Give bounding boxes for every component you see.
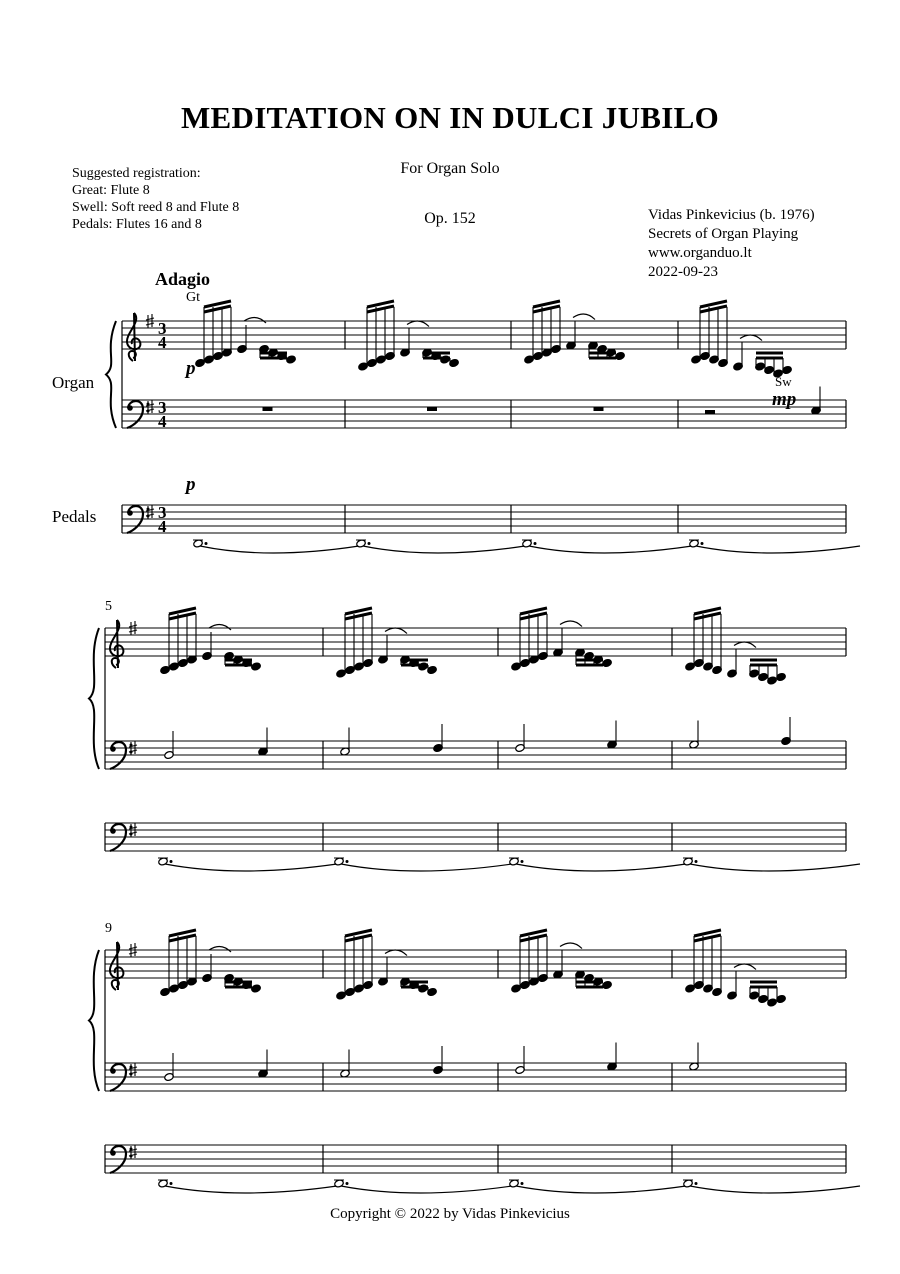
registration-line: Great: Flute 8 [72, 183, 150, 198]
time-signature-bottom: 4 [158, 333, 167, 352]
tie [209, 946, 231, 952]
tie [560, 943, 582, 949]
subtitle: For Organ Solo [400, 160, 500, 177]
manual-great-label: Gt [186, 290, 200, 305]
composer-url: www.organduo.lt [648, 245, 752, 261]
tie [209, 624, 231, 630]
rest-icon [594, 407, 604, 411]
dot [368, 542, 371, 545]
rest-icon [427, 407, 437, 411]
tie [516, 864, 686, 871]
dot [205, 542, 208, 545]
composition-date: 2022-09-23 [648, 264, 718, 280]
tie [573, 314, 595, 320]
dot [170, 1182, 173, 1185]
tie [341, 1186, 512, 1193]
bass-clef-icon [127, 510, 133, 516]
tie [341, 864, 512, 871]
brace [106, 321, 116, 428]
dot [534, 542, 537, 545]
tie [529, 546, 692, 553]
registration-line: Pedals: Flutes 16 and 8 [72, 217, 202, 232]
time-signature-top: 3 [158, 398, 167, 417]
tie [385, 628, 407, 634]
dot [701, 542, 704, 545]
treble-clef-icon [127, 313, 140, 361]
dot [695, 1182, 698, 1185]
dynamic-mp: mp [772, 389, 797, 410]
tie [734, 642, 756, 648]
tie [407, 321, 429, 327]
bass-clef-icon [127, 405, 133, 411]
dynamic-p: p [186, 358, 196, 379]
tie [385, 950, 407, 956]
tie [690, 864, 860, 871]
dot [170, 860, 173, 863]
registration-line: Swell: Soft reed 8 and Flute 8 [72, 200, 240, 215]
dot [346, 860, 349, 863]
dynamic-p: p [186, 474, 196, 495]
bass-clef-icon [110, 1150, 116, 1156]
dot [346, 1182, 349, 1185]
dot [695, 860, 698, 863]
measure-number: 9 [105, 921, 112, 936]
tie [165, 864, 337, 871]
dot [521, 860, 524, 863]
tie [244, 317, 266, 323]
opus-number: Op. 152 [424, 210, 476, 227]
time-signature-top: 3 [158, 319, 167, 338]
rest-icon [263, 407, 273, 411]
time-signature-bottom: 4 [158, 517, 167, 536]
tie [200, 546, 359, 553]
tie [363, 546, 525, 553]
time-signature-top: 3 [158, 503, 167, 522]
brace [89, 628, 99, 769]
tempo-marking: Adagio [155, 269, 211, 289]
tie [516, 1186, 686, 1193]
organ-label: Organ [52, 373, 95, 392]
treble-clef-icon [110, 620, 123, 668]
treble-clef-icon [110, 942, 123, 990]
tie [690, 1186, 860, 1193]
registration-line: Suggested registration: [72, 166, 201, 181]
tie [560, 621, 582, 627]
rest-icon [705, 410, 715, 414]
copyright: Copyright © 2022 by Vidas Pinkevicius [330, 1206, 570, 1222]
manual-swell-label: Sw [775, 374, 792, 389]
composer-name: Vidas Pinkevicius (b. 1976) [648, 207, 815, 223]
bass-clef-icon [110, 746, 116, 752]
tie [740, 335, 762, 341]
bass-clef-icon [110, 1068, 116, 1074]
brace [89, 950, 99, 1091]
pedals-label: Pedals [52, 507, 97, 526]
tie [165, 1186, 337, 1193]
tie [734, 964, 756, 970]
measure-number: 5 [105, 599, 112, 614]
bass-clef-icon [110, 828, 116, 834]
tie [696, 546, 860, 553]
time-signature-bottom: 4 [158, 412, 167, 431]
composer-site-name: Secrets of Organ Playing [648, 226, 799, 242]
dot [521, 1182, 524, 1185]
piece-title: MEDITATION ON IN DULCI JUBILO [180, 100, 720, 135]
